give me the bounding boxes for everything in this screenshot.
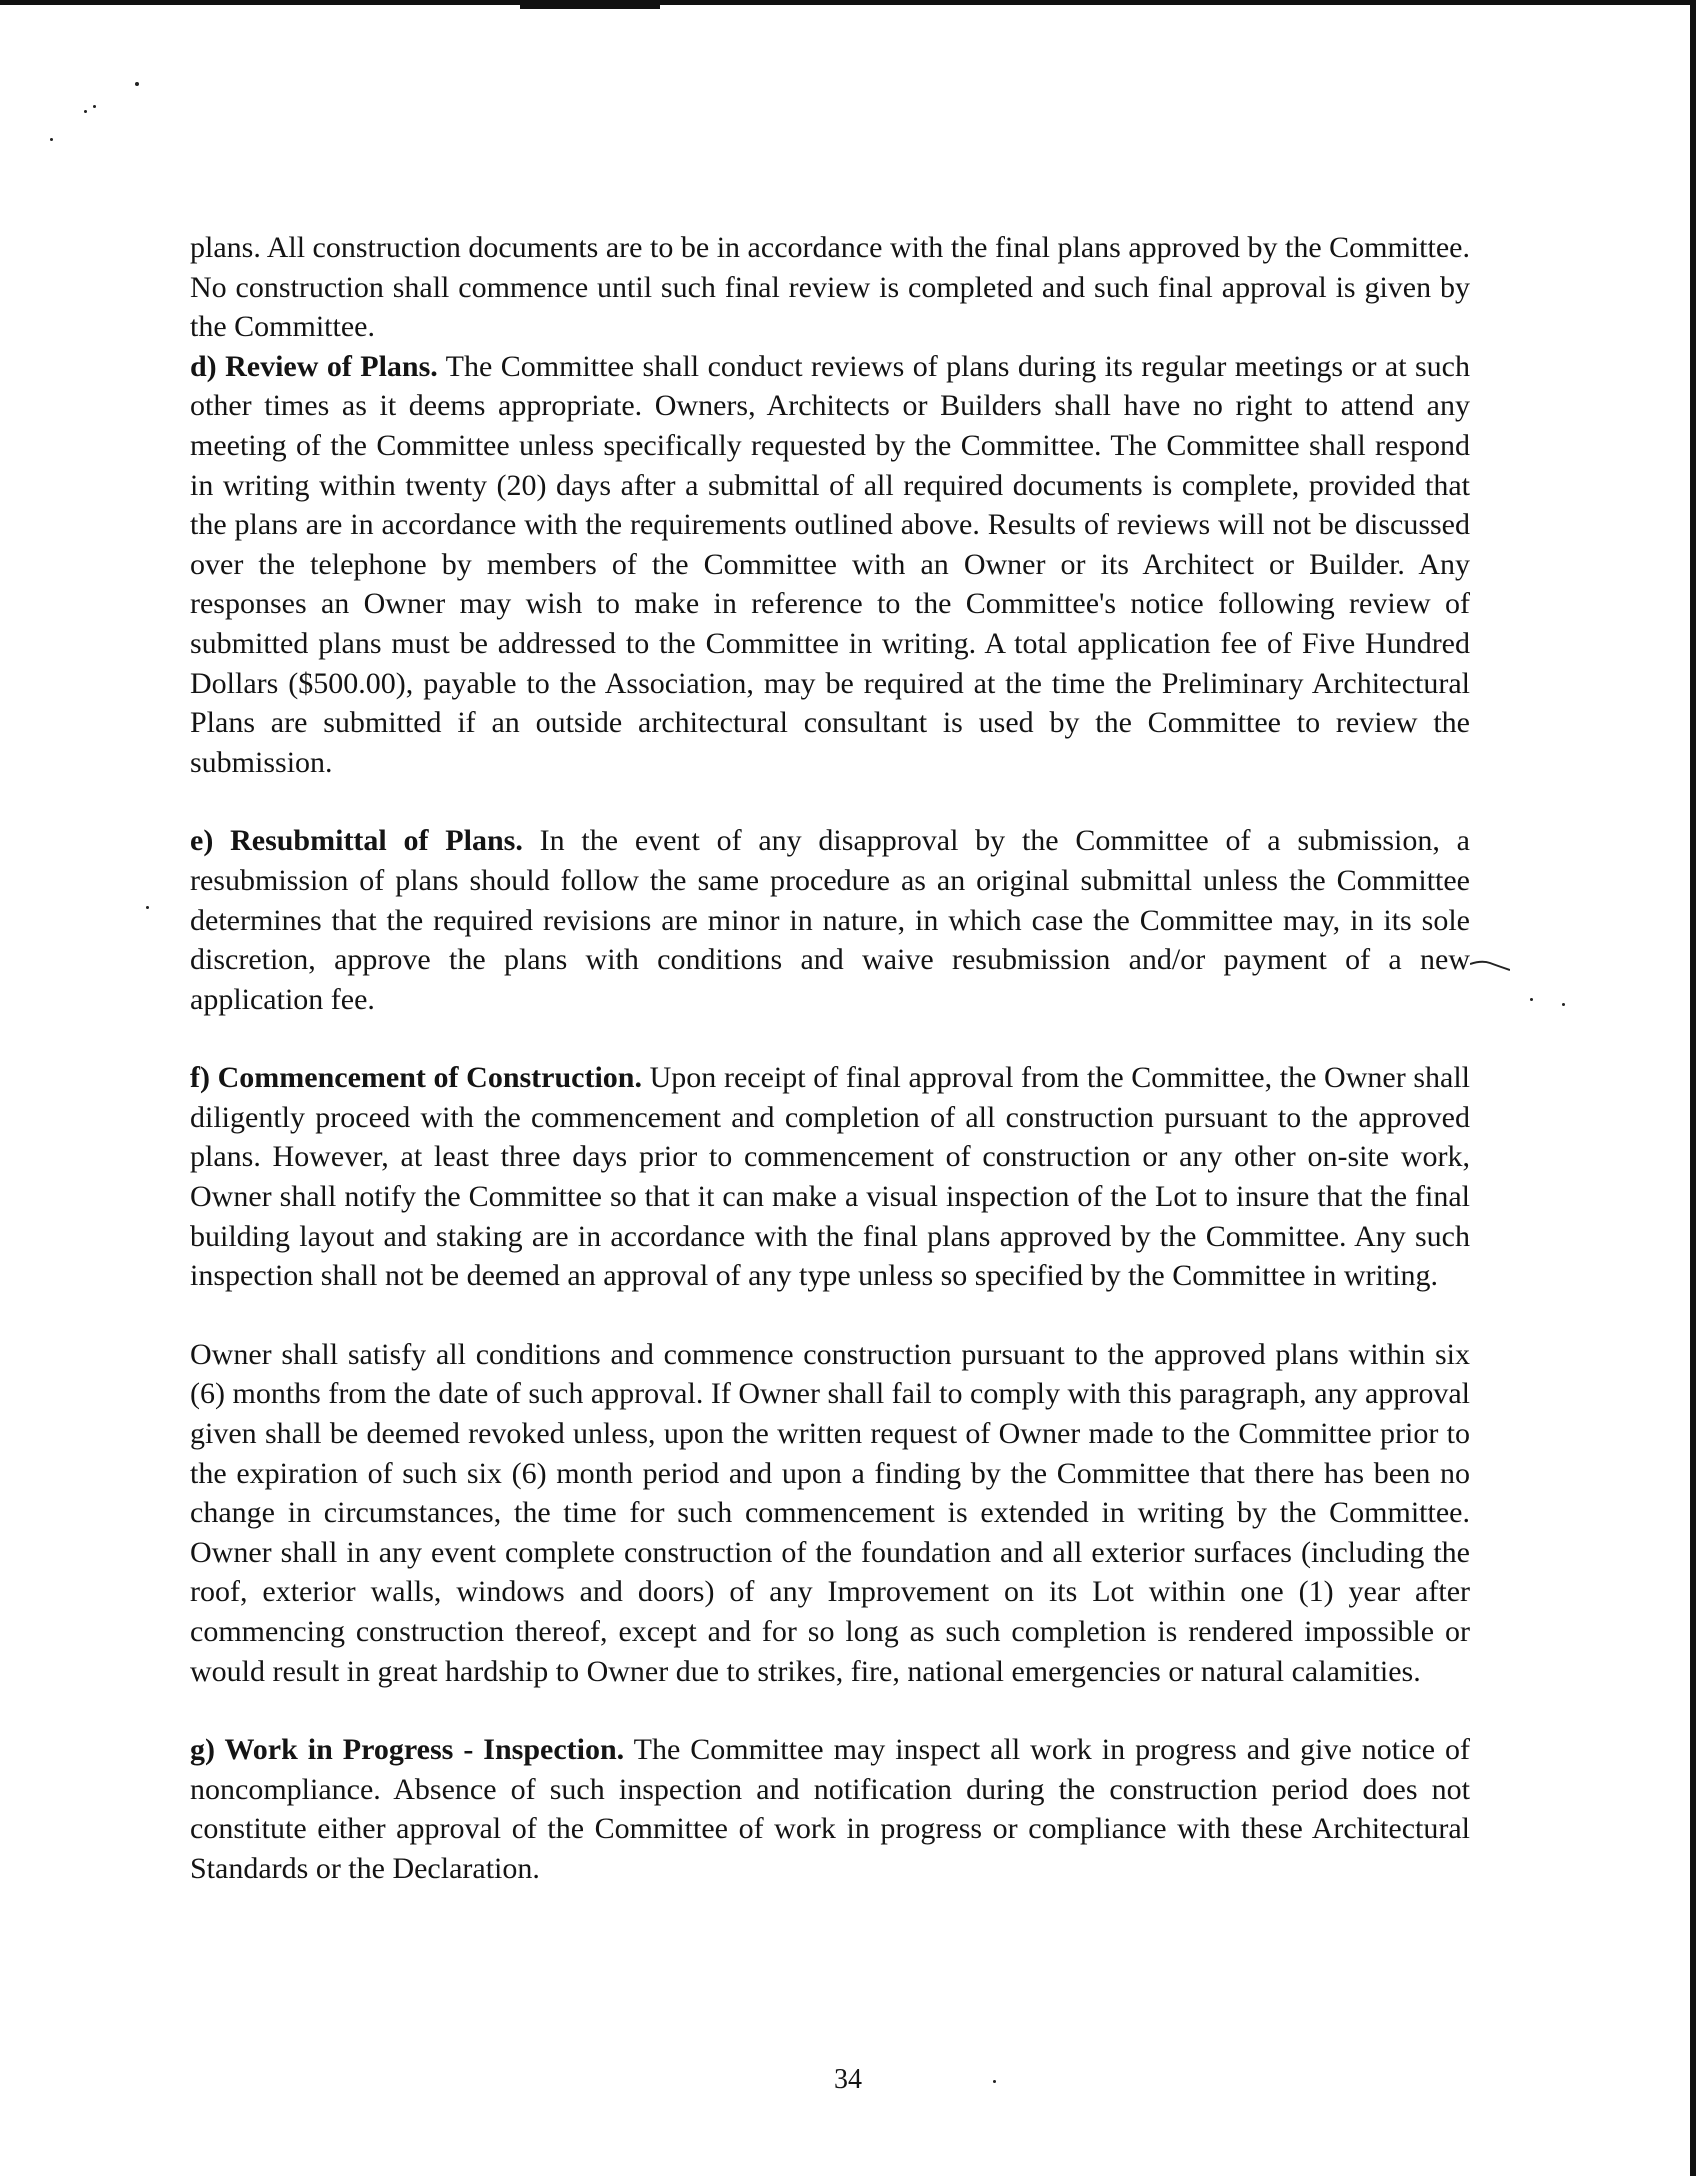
scan-speck [84,110,87,113]
paragraph-text: Upon receipt of final approval from the Committee, the Owner shall diligently proceed with the commencement and completion of all construction pursuant to the approved plans. However, at least three days prior to commencement of construction or any other on-site work, Owner shall notify the Committee so that it can make a visual inspection of the Lot to insure that the final building layout and staking are in accordance with the final plans approved by the Committee. Any such inspection shall not be deemed an approval of any type unless so specified by the Committee in writing. [190,1061,1470,1293]
paragraph-text: The Committee may inspect all work in progress and give notice of noncompliance. Absence of such inspection and notification during the construction period does not constitute either approval of the Committee of work in progress or compliance with these Architectural Standards or the Declaration. [190,1733,1471,1885]
paragraph-resubmittal-of-plans [190,821,1470,1019]
paragraph-text: plans. All construction documents are to be in accordance with the final plans approved by the Committee. No construction shall commence until such final review is completed and such final approval is given by the Committee. [190,231,1470,344]
paragraph-plans-continuation [190,228,1470,347]
section-heading: f) Commencement of Construction. [190,1061,642,1095]
paragraph-work-in-progress [190,1730,1470,1888]
scan-border-top-mark [520,0,660,9]
scan-speck [1530,998,1533,1001]
section-heading: d) Review of Plans. [190,349,438,383]
paragraph-text: The Committee shall conduct reviews of plans during its regular meetings or at such other times as it deems appropriate. Owners, Architects or Builders shall have no right to attend any meeting of the Committee unless specifically requested by the Committee. The Committee shall respond in writing within twenty (20) days after a submittal of all required documents is complete, provided that the plans are in accordance with the requirements outlined above. Results of reviews will not be discussed over the telephone by members of the Committee with an Owner or its Architect or Builder. Any responses an Owner may wish to make in reference to the Committee's notice following review of submitted plans must be addressed to the Committee in writing. A total application fee of Five Hundred Dollars ($500.00), payable to the Association, may be required at the time the Preliminary Architectural Plans are submitted if an outside architectural consultant is used by the Committee to review the submission. [190,349,1470,779]
scan-speck [93,105,96,108]
scan-speck [1562,1003,1565,1006]
paragraph-review-of-plans [190,347,1470,783]
scan-speck [135,82,139,86]
scan-border-right [1690,0,1696,2176]
paragraph-text: Owner shall satisfy all conditions and commence construction pursuant to the approved plans within six (6) months from the date of such approval. If Owner shall fail to comply with this paragraph, any approval given shall be deemed revoked unless, upon the written request of Owner made to the Committee prior to the expiration of such six (6) month period and upon a finding by the Committee that there has been no change in circumstances, the time for such commencement is extended in writing by the Committee. Owner shall in any event complete construction of the foundation and all exterior surfaces (including the roof, exterior walls, windows and doors) of any Improvement on its Lot within one (1) year after commencing construction thereof, except and for so long as such completion is rendered impossible or would result in great hardship to Owner due to strikes, fire, national emergencies or natural calamities. [190,1337,1470,1688]
page-number: 34 [834,2064,862,2095]
scan-speck [50,138,53,141]
paragraph-commencement-of-construction [190,1058,1470,1296]
pen-mark [1470,958,1510,972]
paragraph-text: In the event of any disapproval by the Committee of a submission, a resubmission of plans should follow the same procedure as an original submittal unless the Committee determines that the required revisions are minor in nature, in which case the Committee may, in its sole discretion, approve the plans with conditions and waive resubmission and/or payment of a new application fee. [190,824,1470,1016]
scan-border-top [0,0,1696,5]
section-heading: e) Resubmittal of Plans. [190,824,523,858]
paragraph-owner-obligations [190,1335,1470,1691]
scan-speck [146,906,149,909]
section-heading: g) Work in Progress - Inspection. [190,1733,625,1767]
document-body [190,228,1470,1889]
